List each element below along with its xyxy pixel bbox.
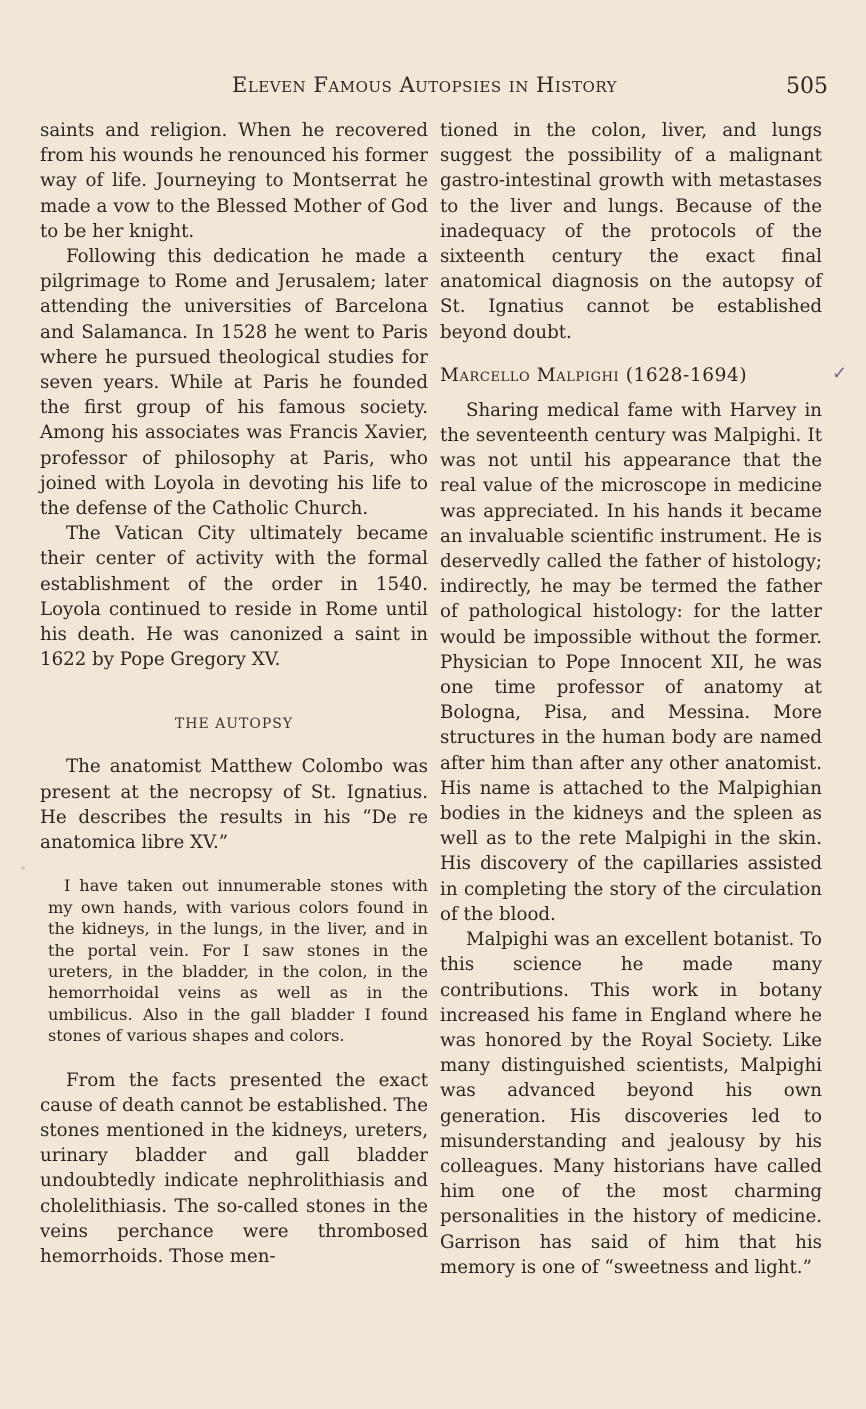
paragraph-continuation: tioned in the colon, liver, and lungs suggest the possibility of a malignant gastro-intestinal growth with metastases to the liver and lungs. Because of the inadequacy of the protocols of the sixteenth century the exact final anatomical diagnosis on the autopsy of St. Ignatius cannot be established beyond doubt. xyxy=(440,120,822,343)
right-column xyxy=(440,118,848,1280)
section-heading: THE AUTOPSY xyxy=(174,716,294,733)
page-speck xyxy=(21,866,25,870)
block-quote: I have taken out innumerable stones with my own hands, with various colors found in the kidneys, in the lungs, in the liver, and in the portal vein. For I saw stones in the ureters, in the bladder, in the colon, in the hemorrhoidal veins as well as in the umbilicus. Also in the gall bladder I found stones of various shapes and colors. xyxy=(48,876,428,1046)
paragraph: Following this dedication he made a pilgrimage to Rome and Jerusalem; later attending the universities of Barcelona and Salamanca. In 1528 he went to Paris where he pursued theological studies for seven years. While at Paris he founded the first group of his famous society. Among his associates was Francis Xavier, professor of philosophy at Paris, who joined with Loyola in devoting his life to the defense of the Catholic Church. xyxy=(40,246,428,520)
subheading xyxy=(440,362,848,386)
running-title: Eleven Famous Autopsies in History xyxy=(232,73,618,97)
paragraph: From the facts presented the exact cause of death cannot be established. The stones mentioned in the kidneys, ureters, urinary bladder and gall bladder undoubtedly indicate nephrolithiasis and cholelithiasis. The so-called stones in the veins perchance were thrombosed hemorrhoids. Those men- xyxy=(40,1069,428,1267)
left-column xyxy=(40,118,428,1269)
checkmark-icon: ✓ xyxy=(832,362,848,384)
paragraph: Sharing medical fame with Harvey in the seventeenth century was Malpighi. It was not until his appearance that the real value of the microscope in medicine was appreciated. In his hands it became an invaluable scientific instrument. He is deservedly called the father of histology; indirectly, he may be termed the father of pathological histology: for the latter would be impossible without the former. Physician to Pope Innocent XII, he was one time professor of anatomy at Bologna, Pisa, and Messina. More structures in the human body are named after him than after any other anatomist. His name is attached to the Malpighian bodies in the kidneys and the spleen as well as to the rete Malpighi in the skin. His discovery of the capillaries assisted in completing the story of the circulation of the blood. xyxy=(440,399,822,925)
paragraph-continuation: saints and religion. When he recovered from his wounds he renounced his former way of life. Journeying to Montserrat he made a vow to the Blessed Mother of God to be her knight. xyxy=(40,120,428,242)
subheading-text: Marcello Malpighi (1628-1694) xyxy=(440,364,748,386)
page-number: 505 xyxy=(786,74,828,99)
paragraph: The Vatican City ultimately became their center of activity with the formal establishment of the order in 1540. Loyola continued to reside in Rome until his death. He was canonized a saint in 1622 by Pope Gregory XV. xyxy=(40,523,428,671)
paragraph: Malpighi was an excellent botanist. To this science he made many contributions. This work in botany increased his fame in England where he was honored by the Royal Society. Like many distinguished scientists, Malpighi was advanced beyond his own generation. His discoveries led to misunderstanding and jealousy by his colleagues. Many historians have called him one of the most charming personalities in the history of medicine. Garrison has said of him that his memory is one of “sweetness and light.” xyxy=(440,929,822,1278)
paragraph: The anatomist Matthew Colombo was present at the necropsy of St. Ignatius. He describes the results in his “De re anatomica libre XV.” xyxy=(40,756,428,854)
